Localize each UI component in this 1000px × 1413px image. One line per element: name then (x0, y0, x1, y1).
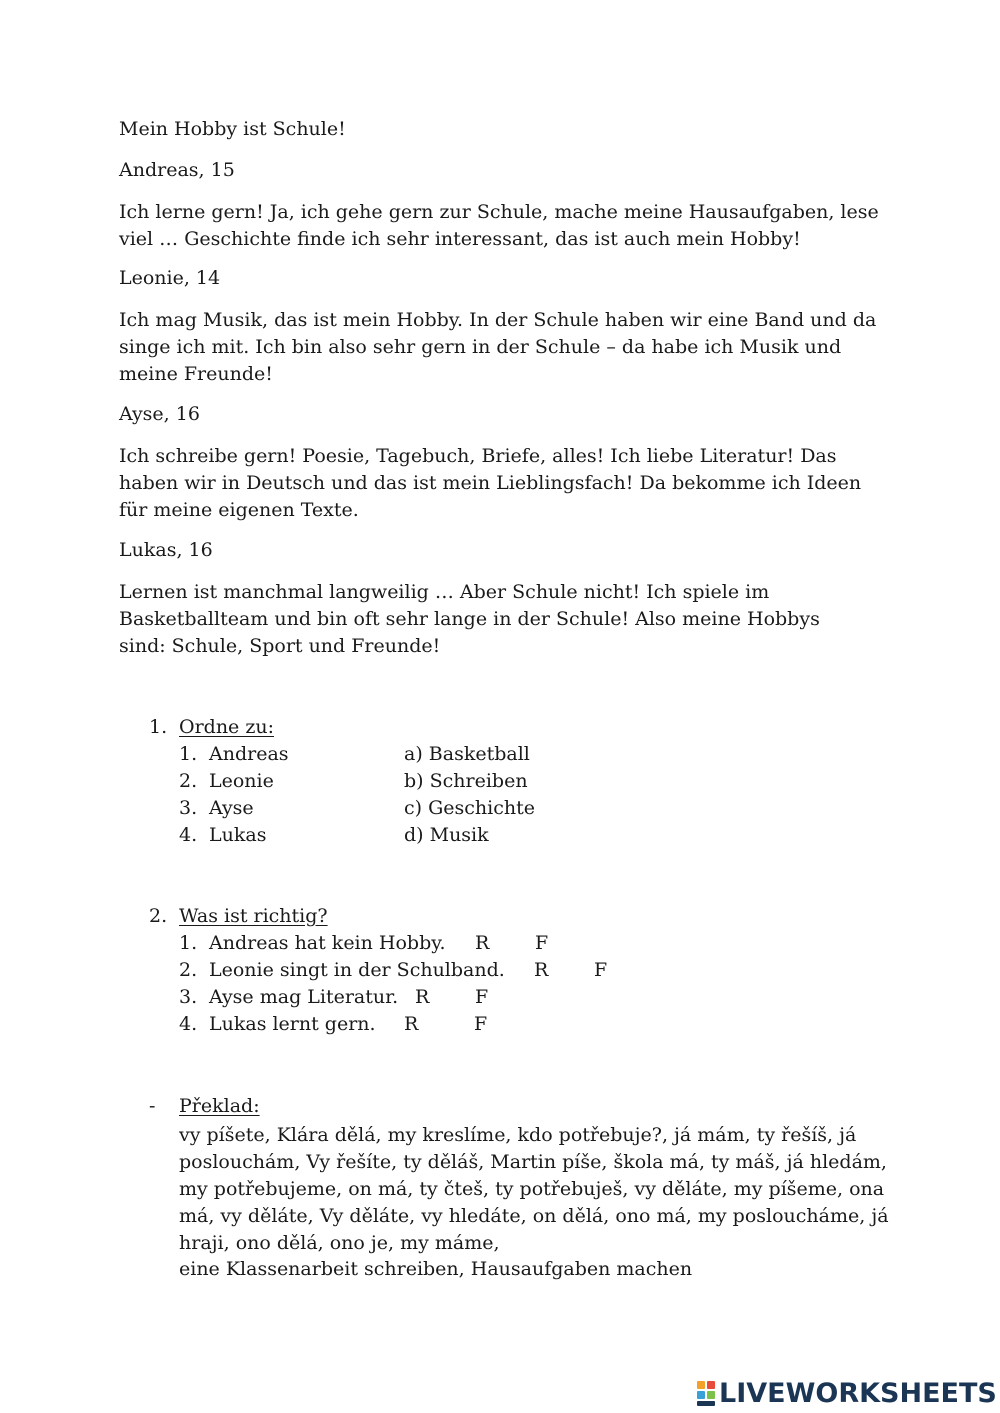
task2-falsch-option[interactable]: F (475, 986, 489, 1008)
task1-name-number: 3. (179, 797, 198, 819)
paragraph-lukas: Lernen ist manchmal langweilig … Aber Schule nicht! Ich spiele im Basketballteam und bin oft sehr lange in der Schule! Also meine Hobbys sind: Schule, Sport und Freunde! (119, 581, 820, 657)
task2-item-number: 4. (179, 1013, 198, 1035)
task2-item-number: 3. (179, 986, 198, 1008)
paragraph-leonie: Ich mag Musik, das ist mein Hobby. In der Schule haben wir eine Band und da singe ich mit. Ich bin also sehr gern in der Schule – da habe ich Musik und meine Freunde! (119, 309, 877, 385)
task1-name-number: 1. (179, 743, 198, 765)
author-ayse: Ayse, 16 (119, 403, 200, 425)
task2-number: 2. (149, 905, 168, 927)
task1-name: Lukas (209, 824, 267, 846)
task2-falsch-option[interactable]: F (594, 959, 608, 981)
task3-translation-extra: eine Klassenarbeit schreiben, Hausaufgaben machen (179, 1258, 693, 1280)
task2-statement: Lukas lernt gern. (209, 1013, 376, 1035)
task1-option: d) Musik (404, 824, 489, 846)
task2-falsch-option[interactable]: F (535, 932, 549, 954)
paragraph-ayse: Ich schreibe gern! Poesie, Tagebuch, Briefe, alles! Ich liebe Literatur! Das haben wir in Deutsch und das ist mein Lieblingsfach! Da bekomme ich Ideen für meine eigenen Texte. (119, 445, 862, 521)
task2-falsch-option[interactable]: F (474, 1013, 488, 1035)
task1-option: b) Schreiben (404, 770, 528, 792)
liveworksheets-logo-icon (697, 1381, 717, 1407)
task1-name: Andreas (209, 743, 289, 765)
task2-statement: Ayse mag Literatur. (209, 986, 399, 1008)
worksheet-title: Mein Hobby ist Schule! (119, 118, 346, 140)
task3-translation-text: vy píšete, Klára dělá, my kreslíme, kdo potřebuje?, já mám, ty řešíš, já poslouchám, Vy řešíte, ty děláš, Martin píše, škola má, ty máš, já hledám, my potřebujeme, on má, ty čteš, ty potřebuješ, vy děláte, my píšeme, ona má, vy děláte, Vy děláte, vy hledáte, on dělá, ono má, my posloucháme, já hraji, ono dělá, ono je, my máme, (179, 1124, 889, 1254)
task2-item-number: 1. (179, 932, 198, 954)
task1-name: Ayse (209, 797, 254, 819)
author-lukas: Lukas, 16 (119, 539, 213, 561)
task1-name-number: 4. (179, 824, 198, 846)
task1-option: c) Geschichte (404, 797, 535, 819)
task1-name: Leonie (209, 770, 274, 792)
task1-number: 1. (149, 716, 168, 738)
task1-name-number: 2. (179, 770, 198, 792)
paragraph-andreas: Ich lerne gern! Ja, ich gehe gern zur Schule, mache meine Hausaufgaben, lese viel … Geschichte finde ich sehr interessant, das ist auch mein Hobby! (119, 201, 879, 250)
task2-item-number: 2. (179, 959, 198, 981)
task1-heading: Ordne zu: (179, 716, 274, 738)
liveworksheets-logo-text: LIVEWORKSHEETS (719, 1378, 997, 1409)
liveworksheets-logo (697, 1378, 997, 1410)
task1-option: a) Basketball (404, 743, 530, 765)
task3-heading: Překlad: (179, 1095, 260, 1117)
task2-richtig-option[interactable]: R (475, 932, 490, 954)
task2-heading: Was ist richtig? (179, 905, 328, 927)
task3-bullet: - (149, 1095, 156, 1117)
task2-richtig-option[interactable]: R (534, 959, 549, 981)
author-andreas: Andreas, 15 (119, 159, 235, 181)
task2-richtig-option[interactable]: R (404, 1013, 419, 1035)
task2-statement: Leonie singt in der Schulband. (209, 959, 505, 981)
task2-richtig-option[interactable]: R (415, 986, 430, 1008)
task2-statement: Andreas hat kein Hobby. (209, 932, 446, 954)
author-leonie: Leonie, 14 (119, 267, 221, 289)
